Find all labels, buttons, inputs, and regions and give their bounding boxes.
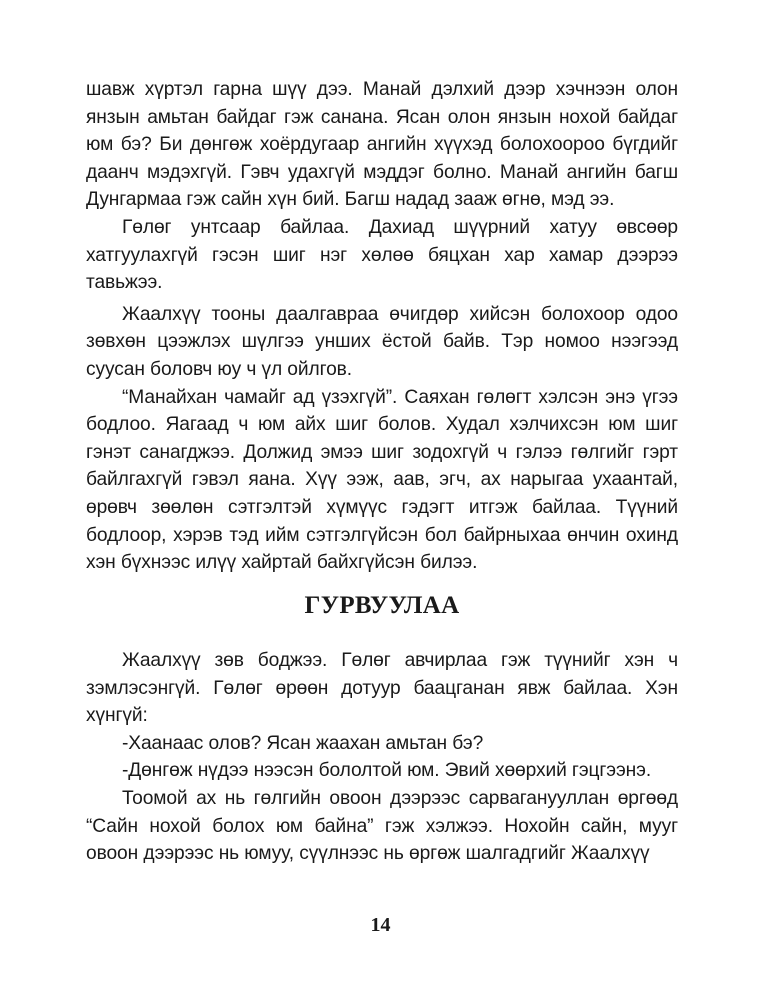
text-block-top xyxy=(86,76,678,577)
paragraph: -Дөнгөж нүдээ нээсэн бололтой юм. Эвий хөөрхий гэцгээнэ. xyxy=(122,760,652,782)
text-block-bottom xyxy=(86,647,678,868)
chapter-title: ГУРВУУЛАА xyxy=(304,592,460,619)
paragraph: -Хаанаас олов? Ясан жаахан амьтан бэ? xyxy=(122,732,484,754)
paragraph: Тоомой ах нь гөлгийн овоон дээрээс сарваганууллан өргөөд “Сайн нохой болох юм байна” гэж хэлжээ. Нохойн сайн, мууг овоон дээрээс нь юмуу, сүүлнээс нь өргөж шалгадгийг Жаалхүү xyxy=(86,787,678,865)
paragraph: “Манайхан чамайг ад үзэхгүй”. Саяхан гөлөгт хэлсэн энэ үгээ бодлоо. Яагаад ч юм айх шиг болов. Худал хэлчихсэн юм шиг гэнэт санагджээ. Должид эмээ шиг зодохгүй ч гэлээ гөлгийг гэрт байлгахгүй гэвэл яана. Хүү ээж, аав, эгч, ах нарыгаа ухаантай, өрөвч зөөлөн сэтгэлтэй хүмүүс гэдэгт итгэж байлаа. Түүний бодлоор, хэрэв тэд ийм сэтгэлгүйсэн бол байрныхаа өнчин охинд хэн бүхнээс илүү хайртай байхгүйсэн билээ. xyxy=(86,386,678,574)
paragraph-continuation: шавж хүртэл гарна шүү дээ. Манай дэлхий дээр хэчнээн олон янзын амьтан байдаг гэж санана. Ясан олон янзын нохой байдаг юм бэ? Би дөнгөж хоёрдугаар ангийн хүүхэд болохоороо бүгдийг даанч мэдэхгүй. Гэвч удахгүй мэддэг болно. Манай ангийн багш Дунгармаа гэж сайн хүн бий. Багш надад зааж өгнө, мэд ээ. xyxy=(86,79,678,211)
paragraph: Жаалхүү зөв боджээ. Гөлөг авчирлаа гэж түүнийг хэн ч зэмлэсэнгүй. Гөлөг өрөөн дотуур баацганан явж байлаа. Хэн хүнгүй: xyxy=(86,650,678,727)
paragraph: Жаалхүү тооны даалгавраа өчигдөр хийсэн болохоор одоо зөвхөн цээжлэх шүлгээ унших ёстой байв. Тэр номоо нээгээд суусан боловч юу ч үл ойлгов. xyxy=(86,303,678,380)
paragraph: Гөлөг унтсаар байлаа. Дахиад шүүрний хатуу өвсөөр хатгуулахгүй гэсэн шиг нэг хөлөө бяцхан хар хамар дээрээ тавьжээ. xyxy=(86,216,678,294)
page-number: 14 xyxy=(370,914,391,936)
